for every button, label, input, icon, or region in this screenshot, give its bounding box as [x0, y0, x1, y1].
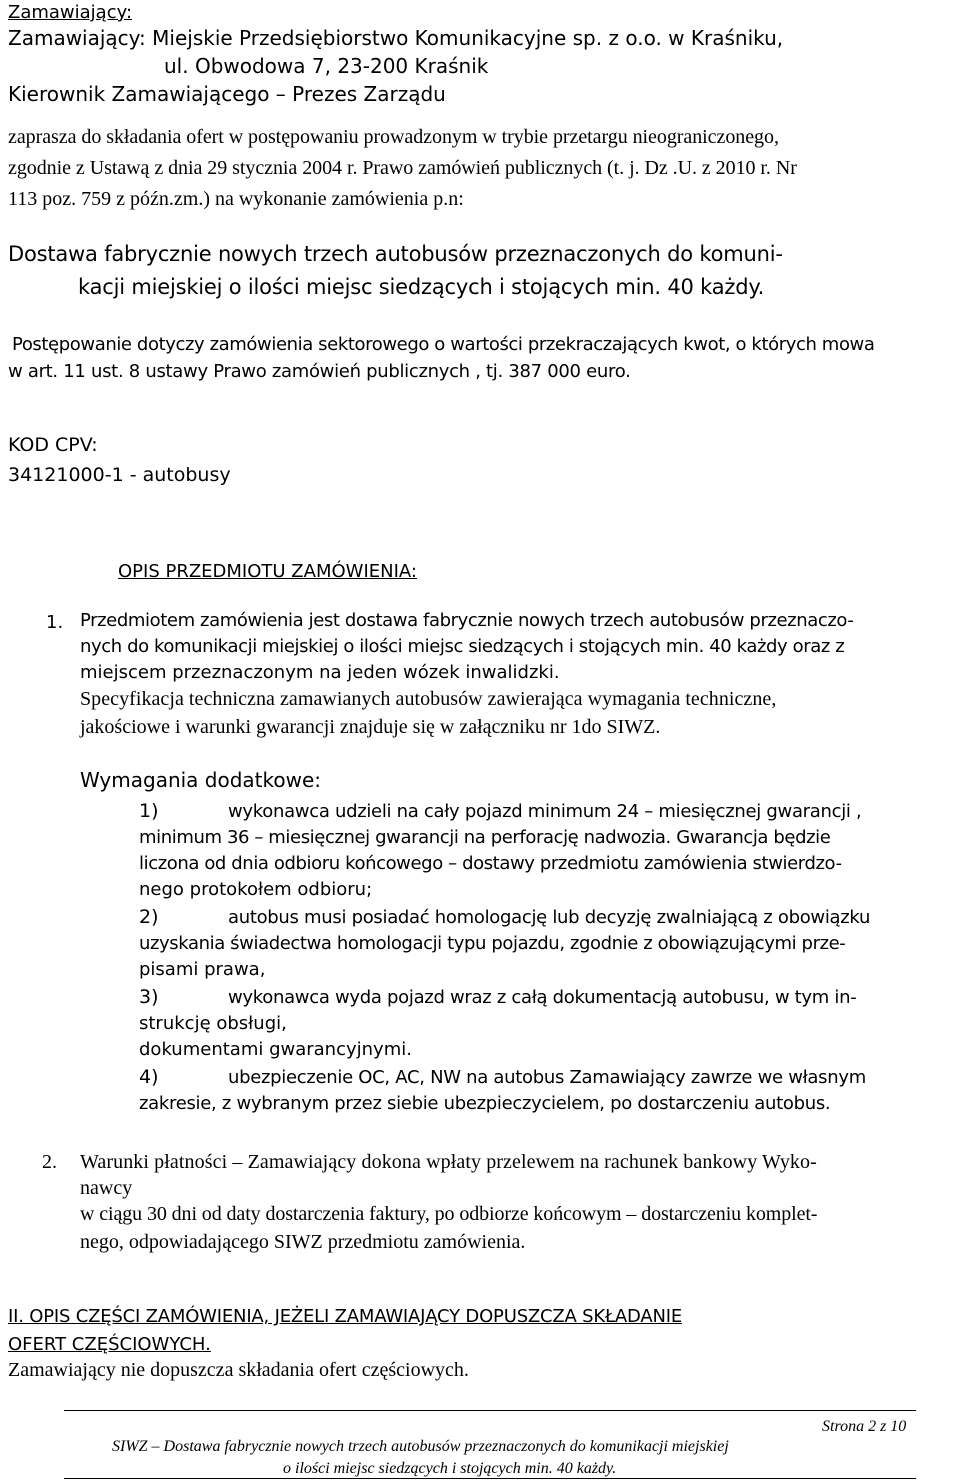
footer-page-number: Strona 2 z 10	[822, 1418, 907, 1435]
sector-line-2: w art. 11 ust. 8 ustawy Prawo zamówień publicznych , tj. 387 000 euro.	[8, 361, 631, 382]
item-1-line-2: nych do komunikacji miejskiej o ilości miejsc siedzących i stojących min. 40 każdy oraz z	[80, 636, 845, 657]
requirement-2-line-3: pisami prawa,	[139, 959, 266, 980]
item-1-line-1: Przedmiotem zamówienia jest dostawa fabrycznie nowych trzech autobusów przeznaczo-	[80, 610, 854, 631]
item-1-number: 1.	[46, 612, 64, 633]
header-line-2: ul. Obwodowa 7, 23-200 Kraśnik	[164, 54, 489, 78]
item-1-spec-line-2: jakościowe i warunki gwarancji znajduje się w załączniku nr 1do SIWZ.	[80, 716, 661, 738]
item-2-line-1: Warunki płatności – Zamawiający dokona wpłaty przelewem na rachunek bankowy Wyko-	[80, 1151, 817, 1173]
requirement-3-line-1: wykonawca wyda pojazd wraz z całą dokumentacją autobusu, w tym in-	[228, 987, 857, 1008]
header-label: Zamawiający:	[8, 2, 133, 23]
sector-line-1: Postępowanie dotyczy zamówienia sektorowego o wartości przekraczających kwot, o których mowa	[12, 334, 875, 355]
section-2-heading-line-2: OFERT CZĘŚCIOWYCH.	[8, 1334, 211, 1355]
intro-line-3: 113 poz. 759 z późn.zm.) na wykonanie zamówienia p.n:	[8, 188, 464, 210]
header-line-1: Zamawiający: Miejskie Przedsiębiorstwo Komunikacyjne sp. z o.o. w Kraśniku,	[8, 26, 784, 50]
item-1-spec-line-1: Specyfikacja techniczna zamawianych autobusów zawierająca wymagania techniczne,	[80, 688, 777, 710]
requirement-4-line-2: zakresie, z wybranym przez siebie ubezpieczycielem, po dostarczeniu autobus.	[139, 1093, 831, 1114]
intro-line-2: zgodnie z Ustawą z dnia 29 stycznia 2004 r. Prawo zamówień publicznych (t. j. Dz .U. z 2010 r. Nr	[8, 157, 797, 179]
requirement-3-line-2: strukcję obsługi,	[139, 1013, 287, 1034]
requirement-4-line-1: ubezpieczenie OC, AC, NW na autobus Zamawiający zawrze we własnym	[228, 1067, 866, 1088]
tender-title-line-2: kacji miejskiej o ilości miejsc siedzących i stojących min. 40 każdy.	[78, 275, 765, 299]
requirements-heading: Wymagania dodatkowe:	[80, 768, 322, 792]
item-2-line-4: nego, odpowiadającego SIWZ przedmiotu zamówienia.	[80, 1231, 526, 1253]
requirement-2-number: 2)	[139, 906, 159, 928]
requirement-1-line-1: wykonawca udzieli na cały pojazd minimum 24 – miesięcznej gwarancji ,	[228, 801, 862, 822]
section-2-heading-line-1: II. OPIS CZĘŚCI ZAMÓWIENIA, JEŻELI ZAMAWIAJĄCY DOPUSZCZA SKŁADANIE	[8, 1306, 683, 1327]
intro-line-1: zaprasza do składania ofert w postępowaniu prowadzonym w trybie przetargu nieograniczonego,	[8, 126, 779, 148]
cpv-label: KOD CPV:	[8, 434, 98, 456]
requirement-1-line-2: minimum 36 – miesięcznej gwarancji na perforację nadwozia. Gwarancja będzie	[139, 827, 831, 848]
requirement-2-line-1: autobus musi posiadać homologację lub decyzję zwalniającą z obowiązku	[228, 907, 871, 928]
requirement-2-line-2: uzyskania świadectwa homologacji typu pojazdu, zgodnie z obowiązującymi prze-	[139, 933, 846, 954]
item-2-line-2: nawcy	[80, 1177, 133, 1199]
footer-line-2: o ilości miejsc siedzących i stojących min. 40 każdy.	[283, 1460, 617, 1477]
requirement-1-line-3: liczona od dnia odbioru końcowego – dostawy przedmiotu zamówienia stwierdzo-	[139, 853, 842, 874]
cpv-value: 34121000-1 - autobusy	[8, 464, 231, 486]
requirement-3-line-3: dokumentami gwarancyjnymi.	[139, 1039, 412, 1060]
requirement-1-line-4: nego protokołem odbioru;	[139, 879, 373, 900]
requirement-4-number: 4)	[139, 1066, 159, 1088]
item-2-line-3: w ciągu 30 dni od daty dostarczenia faktury, po odbiorze końcowym – dostarczeniu komplet-	[80, 1203, 818, 1225]
header-line-3: Kierownik Zamawiającego – Prezes Zarządu	[8, 82, 446, 106]
requirement-1-number: 1)	[139, 800, 159, 822]
section-heading: OPIS PRZEDMIOTU ZAMÓWIENIA:	[118, 561, 417, 582]
requirement-3-number: 3)	[139, 986, 159, 1008]
footer-divider	[64, 1410, 916, 1411]
section-2-text: Zamawiający nie dopuszcza składania ofert częściowych.	[8, 1359, 469, 1381]
footer-line-1: SIWZ – Dostawa fabrycznie nowych trzech autobusów przeznaczonych do komunikacji miejskiej	[112, 1438, 729, 1455]
tender-title-line-1: Dostawa fabrycznie nowych trzech autobusów przeznaczonych do komuni-	[8, 242, 783, 266]
item-1-line-3: miejscem przeznaczonym na jeden wózek inwalidzki.	[80, 662, 560, 683]
footer-bottom-divider	[64, 1478, 916, 1479]
item-2-number: 2.	[42, 1151, 57, 1173]
